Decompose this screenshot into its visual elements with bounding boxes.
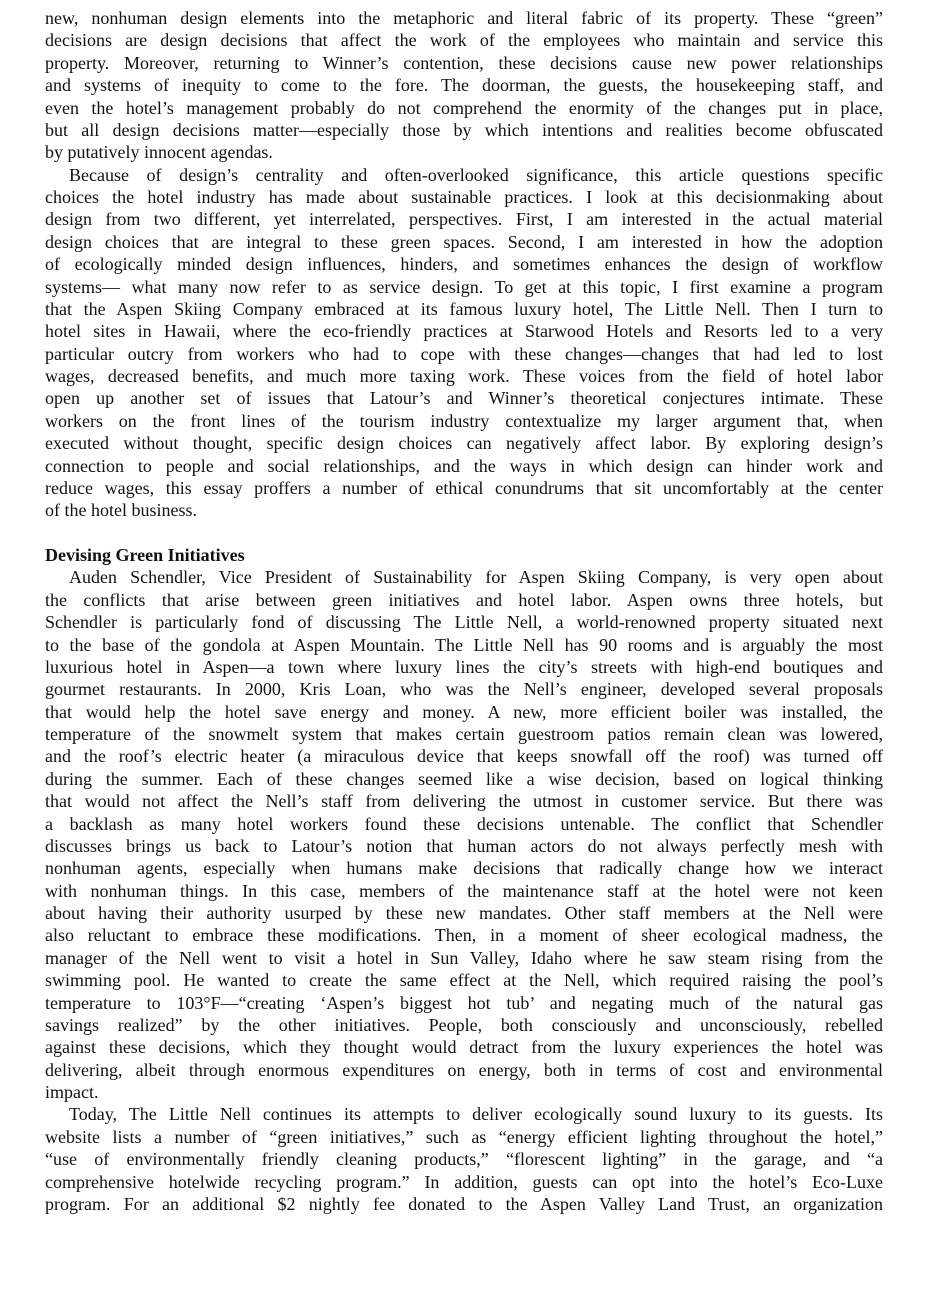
text-line: nonhuman agents, especially when humans make decisions that radically change how we interact [45, 858, 883, 879]
text-line: design from two different, yet interrelated, perspectives. First, I am interested in the actual material [45, 209, 883, 230]
text-line: of ecologically minded design influences, hinders, and sometimes enhances the design of workflow [45, 254, 883, 275]
document-page [45, 7, 883, 1215]
text-line: website lists a number of “green initiatives,” such as “energy efficient lighting throughout the hotel,” [45, 1126, 883, 1147]
text-line: open up another set of issues that Latour’s and Winner’s theoretical conjectures intimate. These [45, 388, 883, 409]
text-line: comprehensive hotelwide recycling program.” In addition, guests can opt into the hotel’s Eco-Luxe [45, 1171, 883, 1192]
paragraph [45, 7, 883, 164]
text-line: temperature of the snowmelt system that makes certain guestroom patios remain clean was lowered, [45, 724, 883, 744]
text-line: reduce wages, this essay proffers a number of ethical conundrums that sit uncomfortably at the center [45, 477, 883, 498]
text-line: to the base of the gondola at Aspen Mountain. The Little Nell has 90 rooms and is arguably the most [45, 634, 883, 655]
text-line: connection to people and social relationships, and the ways in which design can hinder work and [45, 455, 883, 476]
text-line: luxurious hotel in Aspen—a town where luxury lines the city’s streets with high-end boutiques and [45, 656, 883, 677]
text-line: even the hotel’s management probably do not comprehend the enormity of the changes put in place, [45, 97, 883, 118]
text-line: program. For an additional $2 nightly fee donated to the Aspen Valley Land Trust, an organization [45, 1193, 883, 1214]
text-line: new, nonhuman design elements into the metaphoric and literal fabric of its property. These “green” [45, 8, 883, 28]
text-line: about having their authority usurped by these new mandates. Other staff members at the Nell were [45, 903, 883, 923]
paragraph-spacer [45, 522, 883, 544]
text-line: choices the hotel industry has made about sustainable practices. I look at this decisionmaking about [45, 187, 883, 207]
text-line: and the roof’s electric heater (a miraculous device that keeps snowfall off the roof) was turned off [45, 746, 883, 767]
text-line: Schendler is particularly fond of discussing The Little Nell, a world-renowned property situated next [45, 612, 883, 633]
text-line: manager of the Nell went to visit a hotel in Sun Valley, Idaho where he saw steam rising from the [45, 947, 883, 968]
text-line: gourmet restaurants. In 2000, Kris Loan, who was the Nell’s engineer, developed several proposals [45, 679, 883, 700]
text-line: decisions are design decisions that affect the work of the employees who maintain and service this [45, 30, 883, 51]
text-line: executed without thought, specific design choices can negatively affect labor. By exploring design’s [45, 433, 883, 454]
text-line: and systems of inequity to come to the fore. The doorman, the guests, the housekeeping staff, and [45, 75, 883, 96]
text-line: with nonhuman things. In this case, members of the maintenance staff at the hotel were not keen [45, 880, 883, 901]
text-line: workers on the front lines of the tourism industry contextualize my larger argument that, when [45, 410, 883, 431]
section-heading: Devising Green Initiatives [45, 545, 245, 565]
text-line: a backlash as many hotel workers found these decisions untenable. The conflict that Schendler [45, 813, 883, 834]
text-line: wages, decreased benefits, and much more taxing work. These voices from the field of hotel labor [45, 366, 883, 386]
text-line: property. Moreover, returning to Winner’s contention, these decisions cause new power relationships [45, 52, 883, 73]
text-line: impact. [45, 1082, 99, 1102]
text-line: but all design decisions matter—especially those by which intentions and realities become obfuscated [45, 119, 883, 140]
text-line: that would not affect the Nell’s staff from delivering the utmost in customer service. But there was [45, 791, 883, 812]
text-line: swimming pool. He wanted to create the same effect at the Nell, which required raising the pool’s [45, 970, 883, 991]
text-line: of the hotel business. [45, 500, 197, 521]
text-line: design choices that are integral to these green spaces. Second, I am interested in how the adoption [45, 231, 883, 252]
text-line: Because of design’s centrality and often-overlooked significance, this article questions specific [69, 164, 883, 185]
text-line: hotel sites in Hawaii, where the eco-friendly practices at Starwood Hotels and Resorts led to a very [45, 321, 883, 342]
text-line: Today, The Little Nell continues its attempts to deliver ecologically sound luxury to its guests. Its [69, 1104, 883, 1125]
text-line: Auden Schendler, Vice President of Sustainability for Aspen Skiing Company, is very open about [69, 567, 883, 588]
paragraph [45, 566, 883, 1103]
text-line: savings realized” by the other initiatives. People, both consciously and unconsciously, rebelled [45, 1014, 883, 1035]
text-line: also reluctant to embrace these modifications. Then, in a moment of sheer ecological madness, the [45, 925, 883, 946]
text-line: that the Aspen Skiing Company embraced at its famous luxury hotel, The Little Nell. Then I turn to [45, 298, 883, 319]
text-line: systems— what many now refer to as service design. To get at this topic, I first examine a program [45, 276, 883, 297]
text-line: discusses brings us back to Latour’s notion that human actors do not always perfectly mesh with [45, 835, 883, 856]
text-line: by putatively innocent agendas. [45, 142, 273, 163]
text-line: the conflicts that arise between green initiatives and hotel labor. Aspen owns three hotels, but [45, 589, 883, 610]
text-line: that would help the hotel save energy and money. A new, more efficient boiler was installed, the [45, 701, 883, 722]
text-line: “use of environmentally friendly cleaning products,” “florescent lighting” in the garage, and “a [45, 1149, 883, 1170]
paragraph [45, 1103, 883, 1215]
text-line: against these decisions, which they thought would detract from the luxury experiences the hotel was [45, 1037, 883, 1058]
text-line: temperature to 103°F—“creating ‘Aspen’s biggest hot tub’ and negating much of the natural gas [45, 992, 883, 1013]
text-line: particular outcry from workers who had to cope with these changes—changes that had led to lost [45, 343, 883, 364]
text-line: during the summer. Each of these changes seemed like a wise decision, based on logical thinking [45, 768, 883, 789]
text-line: delivering, albeit through enormous expenditures on energy, both in terms of cost and environmental [45, 1059, 883, 1080]
paragraph [45, 164, 883, 522]
